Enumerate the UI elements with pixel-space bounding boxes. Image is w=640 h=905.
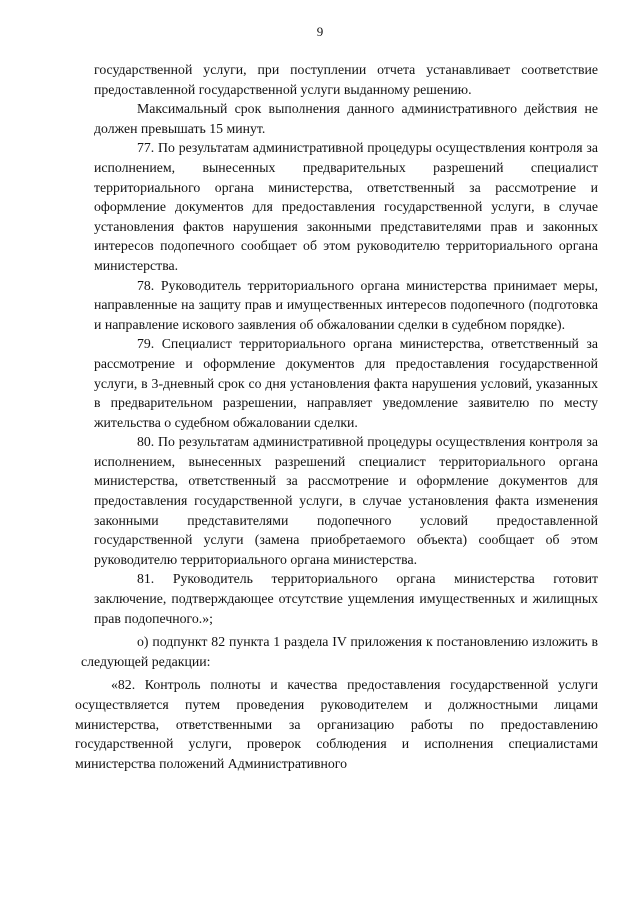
paragraph-continuation: государственной услуги, при поступлении отчета устанавливает соответствие предоставленной государственной услуги выданному решению. (94, 62, 598, 97)
paragraph-80: 80. По результатам административной процедуры осуществления контроля за исполнением, вынесенных разрешений специалист территориального органа министерства, ответственный за рассмотрение и оформление документов для предоставления государственной услуги, в случае установления факта изменения законными представителями подопечного условий предоставленной государственной услуги (замена приобретаемого объекта) сообщает об этом руководителю территориального органа министерства. (94, 434, 598, 567)
paragraph-subitem-o: о) подпункт 82 пункта 1 раздела IV приложения к постановлению изложить в следующей редакции: (81, 634, 598, 669)
paragraph-77: 77. По результатам административной процедуры осуществления контроля за исполнением, вынесенных предварительных разрешений специалист территориального органа министерства, ответственный за рассмотрение и оформление документов для предоставления государственной услуги, в случае установления фактов нарушения законными представителями прав и законных интересов подопечного сообщает об этом руководителю территориального органа министерства. (94, 140, 598, 273)
paragraph-78: 78. Руководитель территориального органа министерства принимает меры, направленные на защиту прав и имущественных интересов подопечного (подготовка и направление искового заявления об обжаловании сделки в судебном порядке). (94, 277, 598, 332)
paragraph-max-time: Максимальный срок выполнения данного административного действия не должен превышать 15 минут. (94, 101, 598, 136)
paragraph-81: 81. Руководитель территориального органа министерства готовит заключение, подтверждающее отсутствие ущемления имущественных и жилищных прав подопечного.»; (94, 571, 598, 626)
paragraph-82-quote: «82. Контроль полноты и качества предоставления государственной услуги осуществляется путем проведения руководителем и должностными лицами министерства, ответственными за организацию работы по предоставлению государственной услуги, проверок соблюдения и исполнения специалистами министерства положений Административного (75, 677, 598, 771)
document-body (75, 60, 598, 773)
paragraph-79: 79. Специалист территориального органа министерства, ответственный за рассмотрение и оформление документов для предоставления государственной услуги, в 3-дневный срок со дня установления факта нарушения условий, указанных в предварительном разрешении, направляет уведомление заявителю по месту жительства о судебном обжаловании сделки. (94, 336, 598, 430)
page-number: 9 (316, 24, 324, 39)
